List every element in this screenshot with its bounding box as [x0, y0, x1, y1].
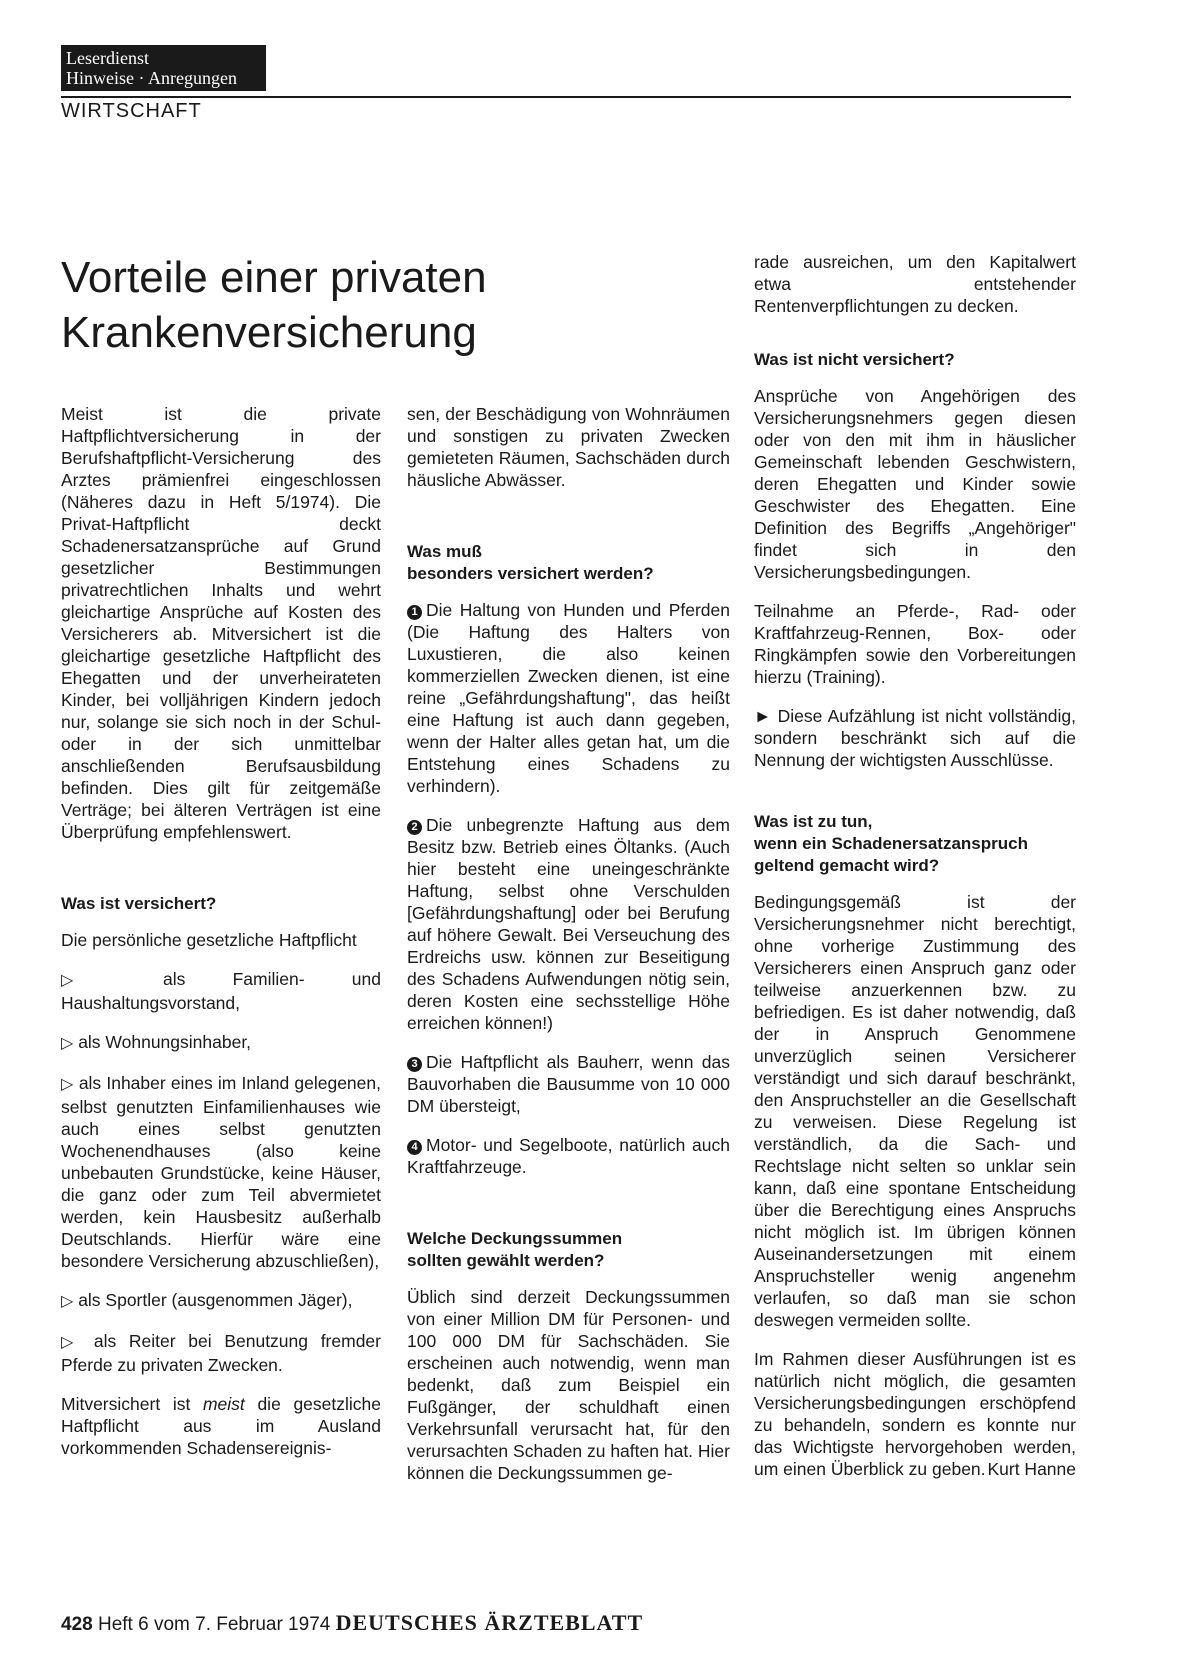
- paragraph: [754, 705, 1076, 771]
- number-badge: 2: [407, 820, 422, 835]
- text: Mitversichert ist: [61, 1394, 203, 1414]
- subheading-line: Was muß: [407, 542, 482, 561]
- number-badge: 1: [407, 605, 422, 620]
- item-text: Motor- und Segelboote, natürlich auch Kraftfahrzeuge.: [407, 1135, 730, 1177]
- article-title: [61, 250, 487, 360]
- title-line-1: Vorteile einer privaten: [61, 253, 487, 302]
- text: Im Rahmen dieser Ausführungen ist es natürlich nicht möglich, die gesamten Versicherungsbedingungen erschöpfend zu behandeln, sondern es konnte nur das Wichtigste hervorgehoben werden, um einen Überblick zu geben.: [754, 1349, 1076, 1479]
- subheading-line: geltend gemacht wird?: [754, 856, 940, 875]
- triangle-icon: ▷: [61, 972, 116, 989]
- subheading-line: Welche Deckungssummen: [407, 1229, 623, 1248]
- numbered-item: [407, 1134, 730, 1178]
- triangle-icon: ▷: [61, 1293, 74, 1310]
- triangle-icon: ▷: [61, 1334, 82, 1351]
- number-badge: 4: [407, 1140, 422, 1155]
- paragraph: Die persönliche gesetzliche Haftpflicht: [61, 930, 357, 950]
- subheading: Was ist versichert?: [61, 894, 217, 913]
- tag-line-2: Hinweise · Anregungen: [66, 68, 237, 88]
- column-1: [61, 403, 381, 1476]
- list-item-text: als Reiter bei Benutzung fremder Pferde zu privaten Zwecken.: [61, 1331, 381, 1375]
- paragraph: Bedingungsgemäß ist der Versicherungsnehmer nicht berechtigt, ohne vorherige Zustimmung des Versicherers einen Anspruch ganz oder teilweise anzuerkennen bzw. zu befriedigen. Es ist daher notwendig, daß der in Anspruch Genommene unverzüglich seinen Versicherer verständigt und sich darauf beschränkt, den Anspruchsteller an die Gesellschaft zu verweisen. Diese Regelung ist verständlich, da die Sach- und Rechtslage nicht selten so unklar sein kann, daß eine spontane Entscheidung über die Berechtigung eines Anspruchs nicht möglich ist. Im übrigen können Auseinandersetzungen mit einem Anspruchsteller wenig angenehm verlaufen, so daß man sie schon deswegen vermeiden sollte.: [754, 892, 1076, 1330]
- numbered-item: [407, 814, 730, 1034]
- page-footer: [61, 1610, 643, 1636]
- section-tag: [61, 45, 266, 91]
- paragraph: [754, 1348, 1076, 1480]
- triangle-icon: ▷: [61, 1035, 74, 1052]
- subheading: [754, 811, 1076, 877]
- subheading-line: Was ist zu tun,: [754, 812, 873, 831]
- subheading-line: wenn ein Schadenersatzanspruch: [754, 834, 1028, 853]
- list-item: [61, 1289, 381, 1313]
- page-number: 428: [61, 1614, 93, 1635]
- numbered-item: [407, 599, 730, 797]
- paragraph: sen, der Beschädigung von Wohnräumen und sonstigen zu privaten Zwecken gemieteten Räumen, Sachschäden durch häusliche Abwässer.: [407, 404, 730, 490]
- arrow-icon: ►: [754, 706, 772, 726]
- text: die gesetzliche Haftpflicht aus im Ausland vorkommenden Schadensereignis-: [61, 1394, 381, 1458]
- list-item: [61, 968, 381, 1014]
- column-3: [754, 251, 1076, 1497]
- tag-line-1: Leserdienst: [66, 48, 149, 68]
- header-rule: [61, 96, 1071, 98]
- list-item-text: als Wohnungsinhaber,: [78, 1032, 252, 1052]
- list-item: [61, 1330, 381, 1376]
- paragraph: Meist ist die private Haftpflichtversicherung in der Berufshaftpflicht-Versicherung des Arztes prämienfrei eingeschlossen (Näheres dazu in Heft 5/1974). Die Privat-Haftpflicht deckt Schadenersatzansprüche auf Grund gesetzlicher Bestimmungen privatrechtlichen Inhalts und wehrt gleichartige Ansprüche auf Kosten des Versicherers ab. Mitversichert ist die gleichartige gesetzliche Haftpflicht des Ehegatten und der unverheirateten Kinder, bei volljährigen Kindern jedoch nur, solange sie sich noch in der Schul- oder in der sich unmittelbar anschließenden Berufsausbildung befinden. Dies gilt für zeitgemäße Verträge; bei älteren Verträgen ist eine Überprüfung empfehlenswert.: [61, 404, 381, 842]
- list-item: [61, 1031, 381, 1055]
- subheading-line: besonders versichert werden?: [407, 564, 654, 583]
- triangle-icon: ▷: [61, 1076, 74, 1093]
- paragraph: rade ausreichen, um den Kapitalwert etwa entstehender Rentenverpflichtungen zu decken.: [754, 252, 1076, 316]
- paragraph: Teilnahme an Pferde-, Rad- oder Kraftfahrzeug-Rennen, Box- oder Ringkämpfen sowie den Vorbereitungen hierzu (Training).: [754, 601, 1076, 687]
- text: Diese Aufzählung ist nicht vollständig, sondern beschränkt sich auf die Nennung der wichtigsten Ausschlüsse.: [754, 706, 1076, 770]
- issue-info: Heft 6 vom 7. Februar 1974: [97, 1614, 331, 1635]
- author: Kurt Hanne: [987, 1459, 1076, 1479]
- numbered-item: [407, 1051, 730, 1117]
- title-line-2: Krankenversicherung: [61, 308, 477, 357]
- item-text: Die Haftpflicht als Bauherr, wenn das Bauvorhaben die Bausumme von 10 000 DM übersteigt,: [407, 1052, 730, 1116]
- number-badge: 3: [407, 1057, 422, 1072]
- paragraph: [61, 1393, 381, 1459]
- column-2: [407, 403, 730, 1501]
- subheading: Was ist nicht versichert?: [754, 350, 955, 369]
- paragraph: Üblich sind derzeit Deckungssummen von einer Million DM für Personen- und 100 000 DM für Sachschäden. Sie erscheinen auch notwendig, wenn man bedenkt, daß zum Beispiel ein Fußgänger, der schuldhaft einen Verkehrsunfall verursacht hat, für den verursachten Schaden zu haften hat. Hier können die Deckungssummen ge-: [407, 1287, 730, 1483]
- section-label: WIRTSCHAFT: [61, 100, 202, 122]
- magazine-name: DEUTSCHES ÄRZTEBLATT: [335, 1610, 644, 1635]
- item-text: Die unbegrenzte Haftung aus dem Besitz bzw. Betrieb eines Öltanks. (Auch hier besteht eine uneingeschränkte Haftung, selbst ohne Verschulden [Gefährdungshaftung] oder bei Berufung auf höhere Gewalt. Bei Verseuchung des Erdreichs usw. können zur Beseitigung des Schadens Aufwendungen nötig sein, deren Kosten eine sechsstellige Höhe erreichen können!): [407, 815, 730, 1033]
- emphasis: meist: [202, 1394, 245, 1414]
- subheading: [407, 541, 730, 585]
- item-text: Die Haltung von Hunden und Pferden (Die Haftung des Halters von Luxustieren, die also keinen kommerziellen Zwecken dienen, ist eine reine „Gefährdungshaftung", das heißt eine Haftung ist auch dann gegeben, wenn der Halter alles getan hat, um die Entstehung eines Schadens zu verhindern).: [407, 600, 730, 796]
- list-item: [61, 1072, 381, 1272]
- list-item-text: als Familien- und Haushaltungsvorstand,: [61, 969, 381, 1013]
- list-item-text: als Inhaber eines im Inland gelegenen, selbst genutzten Einfamilienhauses wie auch eines selbst genutzten Wochenendhauses (also keine unbebauten Grundstücke, keine Häuser, die ganz oder zum Teil abvermietet werden, kein Hausbesitz außerhalb Deutschlands. Hierfür wäre eine besondere Versicherung abzuschließen),: [61, 1073, 381, 1271]
- list-item-text: als Sportler (ausgenommen Jäger),: [78, 1290, 353, 1310]
- subheading: [407, 1228, 730, 1272]
- paragraph: Ansprüche von Angehörigen des Versicherungsnehmers gegen diesen oder von den mit ihm in häuslicher Gemeinschaft lebenden Geschwistern, deren Ehegatten und Kinder sowie Geschwister des Ehegatten. Eine Definition des Begriffs „Angehöriger" findet sich in den Versicherungsbedingungen.: [754, 386, 1076, 582]
- subheading-line: sollten gewählt werden?: [407, 1251, 605, 1270]
